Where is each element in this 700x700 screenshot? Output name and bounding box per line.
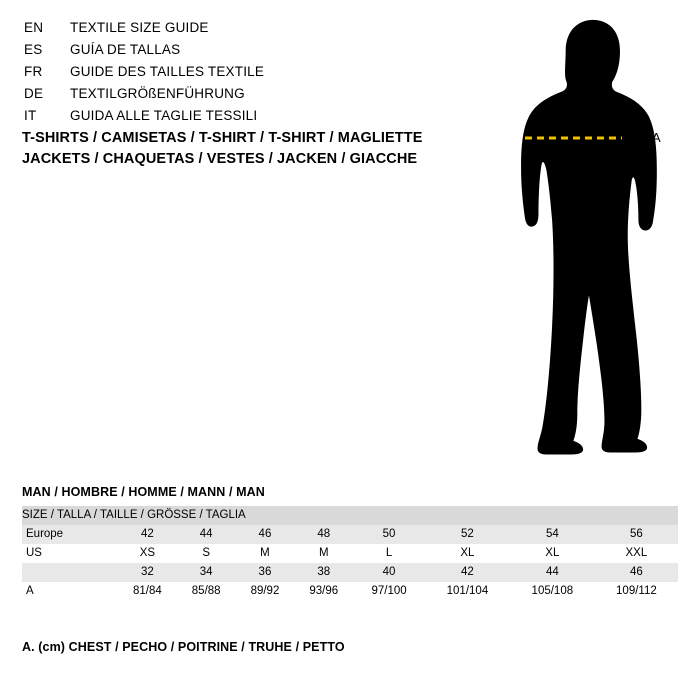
table-cell: XL: [510, 544, 595, 563]
table-cell: XL: [425, 544, 510, 563]
table-cell: XS: [118, 544, 177, 563]
measurement-note: A. (cm) CHEST / PECHO / POITRINE / TRUHE / PETTO: [22, 640, 345, 654]
table-cell: 42: [118, 525, 177, 544]
row-label: US: [22, 544, 118, 563]
table-cell: 46: [236, 525, 295, 544]
table-cell: 85/88: [177, 582, 236, 601]
table-row: [22, 544, 678, 563]
table-cell: S: [177, 544, 236, 563]
language-row: [24, 108, 444, 130]
table-cell: 36: [236, 563, 295, 582]
table-cell: 105/108: [510, 582, 595, 601]
table-row: [22, 563, 678, 582]
row-label: [22, 563, 118, 582]
table-cell: 50: [353, 525, 425, 544]
row-label: A: [22, 582, 118, 601]
language-code: FR: [24, 64, 43, 79]
table-cell: 93/96: [294, 582, 353, 601]
table-cell: 97/100: [353, 582, 425, 601]
language-title-block: [24, 20, 444, 130]
table-cell: 42: [425, 563, 510, 582]
language-text: TEXTILE SIZE GUIDE: [70, 20, 209, 35]
language-text: TEXTILGRÖßENFÜHRUNG: [70, 86, 245, 101]
language-text: GUIDE DES TAILLES TEXTILE: [70, 64, 265, 79]
table-cell: XXL: [595, 544, 678, 563]
language-row: [24, 86, 444, 108]
language-row: [24, 20, 444, 42]
language-code: EN: [24, 20, 44, 35]
table-row: [22, 525, 678, 544]
table-cell: M: [236, 544, 295, 563]
table-cell: 44: [510, 563, 595, 582]
table-cell: 32: [118, 563, 177, 582]
table-group-title: MAN / HOMBRE / HOMME / MANN / MAN: [22, 485, 265, 499]
table-cell: 101/104: [425, 582, 510, 601]
row-label: Europe: [22, 525, 118, 544]
language-row: [24, 42, 444, 64]
language-text: GUIDA ALLE TAGLIE TESSILI: [70, 108, 258, 123]
man-silhouette-illustration: [470, 8, 690, 468]
category-line-jackets: JACKETS / CHAQUETAS / VESTES / JACKEN / GIACCHE: [22, 151, 418, 167]
table-cell: 89/92: [236, 582, 295, 601]
language-text: GUÍA DE TALLAS: [70, 42, 181, 57]
language-code: DE: [24, 86, 44, 101]
table-cell: 40: [353, 563, 425, 582]
table-cell: 44: [177, 525, 236, 544]
table-cell: L: [353, 544, 425, 563]
language-code: ES: [24, 42, 43, 57]
table-cell: 81/84: [118, 582, 177, 601]
table-cell: 48: [294, 525, 353, 544]
category-line-tshirts: T-SHIRTS / CAMISETAS / T-SHIRT / T-SHIRT / MAGLIETTE: [22, 130, 423, 146]
table-header-row: [22, 506, 678, 525]
table-cell: 109/112: [595, 582, 678, 601]
table-cell: 54: [510, 525, 595, 544]
category-block: [22, 128, 492, 170]
size-table: [22, 506, 678, 601]
language-code: IT: [24, 108, 37, 123]
language-row: [24, 64, 444, 86]
table-cell: 46: [595, 563, 678, 582]
measure-label-a: A: [652, 130, 661, 145]
measure-leader-line: [633, 138, 647, 139]
table-cell: M: [294, 544, 353, 563]
chest-measure-line: [470, 8, 690, 468]
table-cell: 38: [294, 563, 353, 582]
table-cell: 56: [595, 525, 678, 544]
table-cell: 34: [177, 563, 236, 582]
table-row: [22, 582, 678, 601]
size-table-block: [22, 485, 678, 601]
table-cell: 52: [425, 525, 510, 544]
table-header-label: SIZE / TALLA / TAILLE / GRÖSSE / TAGLIA: [22, 506, 678, 525]
